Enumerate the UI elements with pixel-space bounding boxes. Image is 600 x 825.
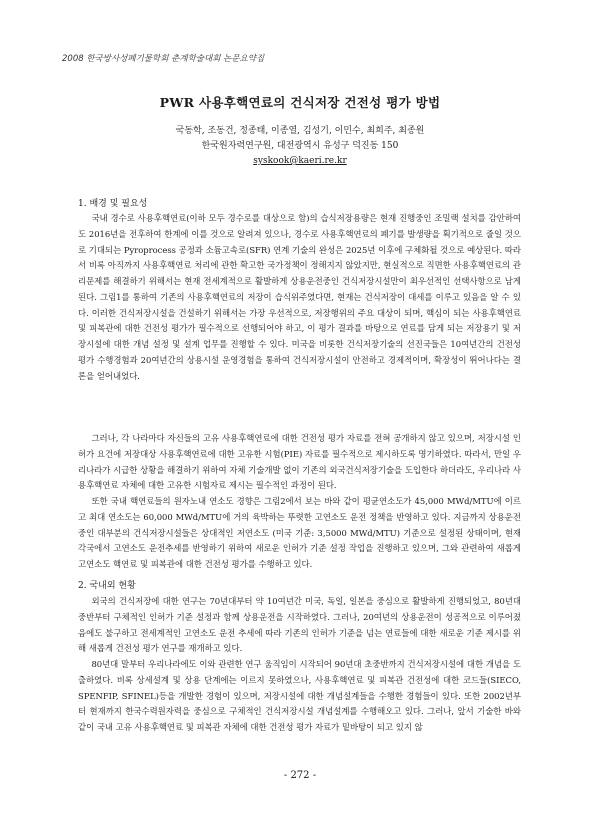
paper-title: PWR 사용후핵연료의 건식저장 건전성 평가 방법 [159, 95, 441, 110]
page-number: - 272 - [283, 770, 317, 781]
author-email[interactable]: syskook@kaeri.re.kr [253, 156, 347, 166]
section-1-heading: 1. 배경 및 필요성 [78, 199, 148, 209]
section-1-paragraph-2: 그러나, 각 나라마다 자신들의 고유 사용후핵연료에 대한 건전성 평가 자료를 전혀 공개하지 않고 있으며, 저장시설 인허가 요건에 저장대상 사용후핵연료에 대한 고유한 시험(PIE) 자료를 필수적으로 제시하도록 명기하였다. 따라서, 만일 우리나라가 시급한 상황을 해결하기 위하여 자체 기술개발 없이 기존의 외국건식저장기술을 도입한다 하더라도, 우리나라 사용후핵연료 자체에 대한 고유한 시험자료 제시는 필수적인 과정이 된다. [78, 433, 521, 491]
author-list: 국동학, 조동건, 정종태, 이종열, 김성기, 이민수, 최희주, 최종원 [175, 126, 425, 136]
section-1-paragraph-1: 국내 경수로 사용후핵연료(이하 모두 경수로를 대상으로 함)의 습식저장용량은 현재 진행중인 조밀랙 설치를 감안하여도 2016년을 전후하여 한계에 이를 것으로 알려져 있으나, 경수로 사용후핵연료의 폐기를 발생량을 획기적으로 줄일 것으로 기대되는 Pyroprocess 공정과 소듐고속로(SFR) 연계 기술의 완성은 2025년 이후에 구체화될 것으로 예상된다. 따라서 비록 아직까지 사용후핵연료 처리에 관한 확고한 국가정책이 정해지지 않았지만, 현실적으로 직면한 사용후핵연료의 관리문제를 해결하기 위해서는 현재 전세계적으로 활발하게 상용운전중인 건식저장시설만이 최우선적인 선택사항으로 남게 된다. 그림1를 통하여 기존의 사용후핵연료의 저장이 습식위주였다면, 현재는 건식저장이 대세를 이루고 있음을 알 수 있다. 이러한 건식저장시설을 건설하기 위해서는 가장 우선적으로, 저장행위의 주요 대상이 되며, 핵심이 되는 사용후핵연료 및 피복관에 대한 건전성 평가가 필수적으로 선행되어야 하고, 이 평가 결과를 바탕으로 연료를 담게 되는 저장용기 및 저장시설에 대한 개념 설정 및 설계 업무를 진행할 수 있다. 미국을 비롯한 건식저장기술의 선진국들은 10여년간의 건전성 평가 수행경험과 20여년간의 상용시설 운영경험을 통하여 건식저장시설이 안전하고 경제적이며, 확장성이 뛰어나다는 결론을 얻어내었다. [78, 213, 521, 381]
section-2-paragraph-2: 80년대 말부터 우리나라에도 이와 관련한 연구 움직임이 시작되어 90년대 초중반까지 건식저장시설에 대한 개념을 도출하였다. 비록 상세설계 및 상용 단계에는 이르지 못하였으나, 사용후핵연료 및 피복관 건전성에 대한 코드들(SIECO, SPENFIP, SFINEL)등을 개발한 경험이 있으며, 저장시설에 대한 개념설계들을 수행한 경험들이 있다. 또한 2002년부터 현재까지 한국수력원자력을 중심으로 구체적인 건식저장시설 개념설계를 수행해오고 있다. 그러나, 앞서 기술한 바와 같이 국내 고유 사용후핵연료 및 피복관 자체에 대한 건전성 평가 자료가 밑바탕이 되고 있지 않 [78, 659, 521, 732]
section-2-paragraph-1: 외국의 건식저장에 대한 연구는 70년대부터 약 10여년간 미국, 독일, 일본을 중심으로 활발하게 진행되었고, 80년대 중반부터 구체적인 인허가 기준 설정과 함께 상용운전을 시작하였다. 그러나, 20여년의 상용운전이 성공적으로 이루어졌음에도 불구하고 전세계적인 고연소도 운전 추세에 따라 기존의 인허가 기준을 넘는 연료들에 대한 새로운 기준 제시를 위해 새롭게 건전성 평가 연구를 재개하고 있다. [78, 596, 521, 654]
affiliation: 한국원자력연구원, 대전광역시 유성구 덕진동 150 [201, 141, 399, 151]
running-header: 2008 한국방사성폐기물학회 춘계학술대회 논문요약집 [62, 54, 265, 64]
section-1-paragraph-3: 또한 국내 핵연료들의 원자노내 연소도 경향은 그림2에서 보는 바와 같이 평균연소도가 45,000 MWd/MTU에 이르고 최대 연소도는 60,000 MWd/MTU에 거의 육박하는 뚜렷한 고연소도 운전 정책을 반영하고 있다. 지금까지 상용운전중인 대부분의 건식저장시설들은 상대적인 저연소도 (미국 기준: 3,5000 MWd/MTU) 기준으로 설정된 상태이며, 현재 각국에서 고연소도 운전추세를 반영하기 위하여 새로운 인허가 기준 설정 작업을 진행하고 있으며, 그와 관련하여 새롭게 고연소도 핵연료 및 피복관에 대한 건전성 평가를 수행하고 있다. [78, 496, 521, 569]
section-2-heading: 2. 국내외 현황 [78, 581, 136, 591]
